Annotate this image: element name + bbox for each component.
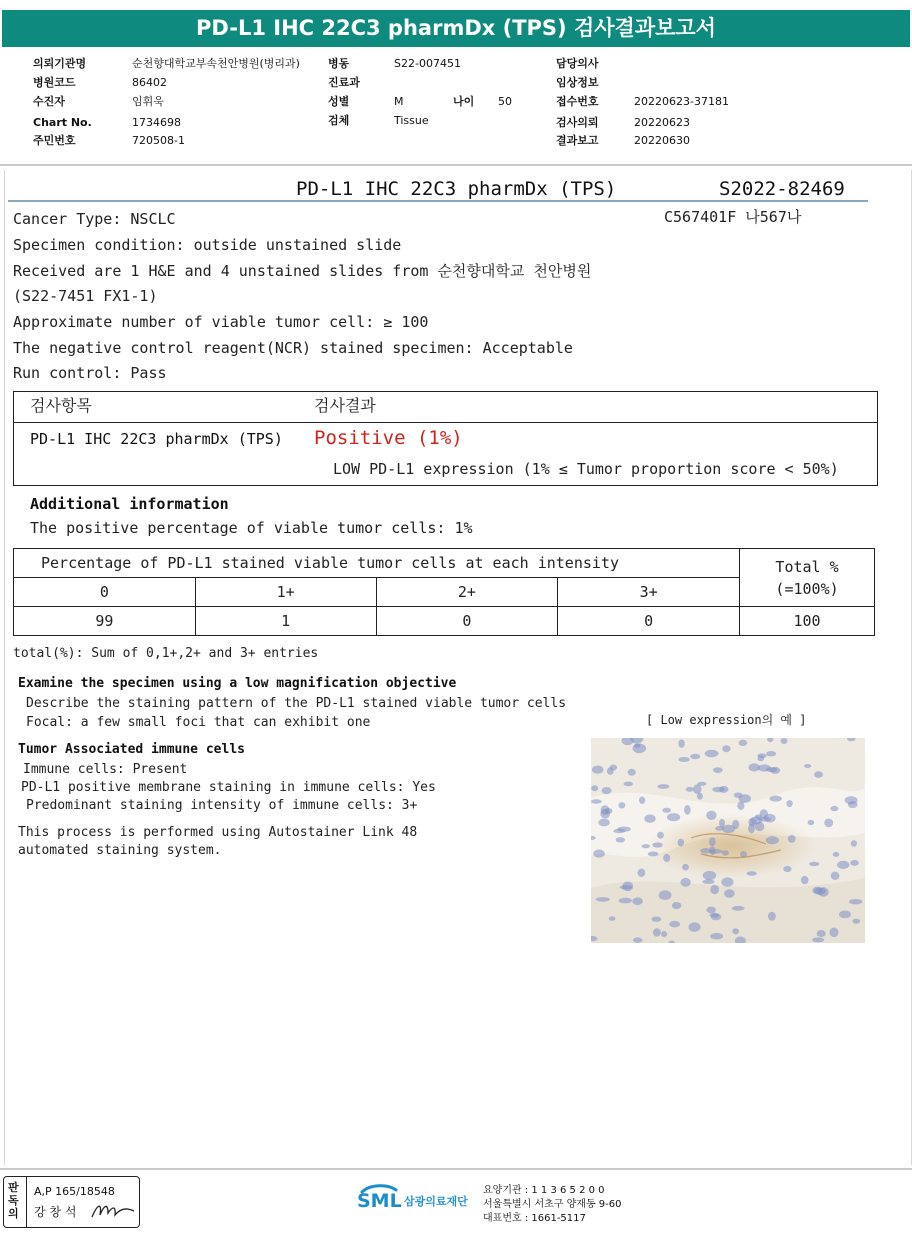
report-date-value: 20220630 (634, 134, 690, 147)
institution-code: 요양기관 : 1 1 3 6 5 2 0 0 (483, 1185, 605, 1196)
specimen-condition: Specimen condition: outside unstained slide (13, 236, 402, 254)
ncr-status: The negative control reagent(NCR) stained specimen: Acceptable (13, 339, 573, 357)
cell-nucleus (715, 826, 724, 831)
cell-nucleus (657, 784, 669, 789)
expression-level: LOW PD-L1 expression (1% ≤ Tumor proportion score < 50%) (333, 460, 839, 478)
cell-nucleus (830, 928, 839, 938)
chart-no-value: 1734698 (132, 116, 181, 129)
resident-id-label: 주민번호 (33, 134, 76, 147)
cell-nucleus (739, 794, 751, 803)
org-phone: 대표번호 : 1661-5117 (483, 1213, 586, 1224)
cell-nucleus (817, 930, 826, 937)
cell-nucleus (622, 882, 633, 892)
pathologist-name: 강 창 석 (34, 1205, 77, 1219)
cell-nucleus (748, 823, 755, 833)
immune-heading: Tumor Associated immune cells (18, 742, 245, 757)
cell-nucleus (804, 764, 811, 768)
cell-nucleus (663, 854, 670, 862)
run-control: Run control: Pass (13, 364, 167, 382)
cell-nucleus (690, 754, 700, 759)
request-date-label: 검사의뢰 (556, 116, 599, 129)
intensity-caption: Percentage of PD-L1 stained viable tumor cells at each intensity (14, 549, 740, 578)
patient-label: 수진자 (33, 95, 65, 108)
cell-nucleus (652, 842, 663, 847)
cell-nucleus (638, 869, 646, 877)
cell-nucleus (669, 921, 680, 927)
patient-value: 임휘욱 (132, 95, 164, 108)
result-box-divider (14, 422, 877, 423)
examine-heading: Examine the specimen using a low magnification objective (18, 676, 457, 691)
total-header-cell (740, 549, 875, 607)
cell-nucleus (602, 787, 612, 794)
result-test-item: PD-L1 IHC 22C3 pharmDx (TPS) (30, 430, 283, 448)
cell-nucleus (672, 902, 682, 909)
signature-box-divider (26, 1177, 27, 1227)
cell-nucleus (788, 835, 796, 843)
receipt-no-label: 접수번호 (556, 95, 599, 108)
cell-nucleus (680, 878, 690, 887)
result-box (13, 391, 878, 486)
cell-nucleus (787, 800, 793, 807)
cell-nucleus (710, 885, 719, 895)
process-line-1: This process is performed using Autostainer Link 48 (18, 825, 418, 840)
cell-nucleus (678, 757, 689, 762)
intensity-value: 0 (558, 607, 740, 636)
cell-nucleus (812, 937, 824, 942)
cell-nucleus (710, 933, 723, 939)
reading-stamp-label: 판독의 (8, 1181, 19, 1220)
cell-nucleus (689, 922, 701, 932)
cell-nucleus (766, 751, 776, 756)
cell-nucleus (722, 745, 730, 752)
cell-nucleus (648, 852, 659, 857)
result-positive: Positive (1%) (314, 427, 463, 449)
cell-nucleus (837, 861, 849, 869)
footer-divider (0, 1168, 912, 1170)
cell-nucleus (592, 766, 604, 774)
institution-label: 의뢰기관명 (33, 57, 87, 70)
org-name: 삼광의료재단 (404, 1195, 468, 1208)
cell-nucleus (624, 782, 634, 787)
cell-nucleus (831, 872, 840, 880)
sex-label: 성별 (328, 95, 350, 108)
total-header: Total % (775, 557, 839, 576)
ward-value: S22-007451 (394, 57, 461, 70)
examine-line-2: Focal: a few small foci that can exhibit one (26, 715, 371, 730)
examine-line-1: Describe the staining pattern of the PD-L1 stained viable tumor cells (26, 696, 567, 711)
cell-nucleus (851, 840, 857, 846)
doctor-label: 담당의사 (556, 57, 599, 70)
cell-nucleus (693, 784, 701, 794)
reference-code: C567401F 나567나 (664, 208, 802, 226)
intensity-table (13, 548, 875, 636)
org-address: 서울특별시 서초구 양재동 9-60 (483, 1199, 622, 1210)
cell-nucleus (662, 808, 671, 813)
header-divider (0, 164, 912, 166)
immune-line-3: Predominant staining intensity of immune cells: 3+ (26, 798, 418, 813)
cell-nucleus (783, 866, 791, 872)
cell-nucleus (628, 769, 636, 776)
total-subheader: (=100%) (775, 579, 839, 598)
cell-nucleus (710, 913, 720, 918)
image-caption: [ Low expression의 예 ] (646, 713, 807, 727)
cell-nucleus (766, 836, 779, 844)
cell-nucleus (634, 744, 641, 748)
cell-nucleus (808, 820, 815, 825)
cell-nucleus (747, 871, 757, 876)
cell-nucleus (613, 829, 625, 833)
slide-id: (S22-7451 FX1-1) (13, 287, 158, 305)
intensity-header: 2+ (376, 578, 558, 607)
cell-nucleus (633, 937, 643, 942)
cell-nucleus (703, 871, 717, 880)
cell-nucleus (814, 887, 825, 895)
micrograph-drawing (591, 738, 865, 943)
cell-nucleus (657, 832, 664, 839)
cell-nucleus (709, 837, 716, 846)
cell-nucleus (845, 796, 858, 804)
sex-value: M (394, 95, 404, 108)
resident-id-value: 720508-1 (132, 134, 185, 147)
specimen-value: Tissue (394, 114, 429, 127)
cell-nucleus (619, 898, 632, 904)
test-name: PD-L1 IHC 22C3 pharmDx (TPS) (296, 178, 617, 200)
cell-nucleus (686, 787, 694, 792)
cell-nucleus (850, 860, 859, 866)
cell-nucleus (632, 897, 643, 905)
hospital-code-label: 병원코드 (33, 76, 76, 89)
chart-no-label: Chart No. (33, 116, 92, 129)
age-label: 나이 (453, 95, 475, 108)
immune-line-1: Immune cells: Present (23, 762, 188, 777)
specimen-label: 검체 (328, 114, 350, 127)
age-value: 50 (498, 95, 512, 108)
cell-nucleus (667, 813, 680, 821)
cell-nucleus (682, 864, 689, 871)
cell-nucleus (757, 756, 764, 762)
cell-nucleus (758, 764, 771, 771)
cell-nucleus (598, 819, 609, 827)
cell-nucleus (768, 912, 776, 921)
cell-nucleus (616, 837, 625, 842)
hospital-code-value: 86402 (132, 76, 167, 89)
cell-nucleus (659, 890, 672, 900)
report-title: PD-L1 IHC 22C3 pharmDx (TPS) 검사결과보고서 (2, 10, 910, 47)
signature-mark (90, 1199, 136, 1223)
cancer-type: Cancer Type: NSCLC (13, 210, 176, 228)
logo-text: SML (357, 1190, 402, 1212)
ward-label: 병동 (328, 57, 350, 70)
clinical-info-label: 임상정보 (556, 76, 599, 89)
cell-nucleus (607, 767, 614, 775)
cell-nucleus (712, 787, 724, 793)
cell-nucleus (732, 928, 739, 934)
intensity-header: 1+ (195, 578, 376, 607)
cell-nucleus (642, 844, 651, 848)
intensity-total: 100 (740, 607, 875, 636)
signature-box (3, 1176, 140, 1228)
intensity-value: 99 (14, 607, 196, 636)
positive-percentage: The positive percentage of viable tumor cells: 1% (30, 519, 473, 537)
cell-nucleus (652, 917, 662, 922)
process-line-2: automated staining system. (18, 843, 222, 858)
cell-nucleus (706, 811, 716, 820)
intensity-value: 0 (376, 607, 558, 636)
cell-nucleus (770, 796, 782, 802)
department-label: 진료과 (328, 76, 360, 89)
cell-nucleus (809, 862, 819, 866)
received-slides: Received are 1 H&E and 4 unstained slides from 순천향대학교 천안병원 (13, 262, 592, 280)
cell-nucleus (639, 797, 645, 805)
cell-nucleus (722, 825, 735, 833)
cell-nucleus (833, 852, 840, 857)
cell-nucleus (724, 889, 735, 898)
micrograph-image (591, 738, 865, 943)
cell-nucleus (722, 850, 729, 855)
cell-nucleus (644, 815, 655, 823)
cell-nucleus (849, 899, 862, 904)
cell-nucleus (852, 919, 860, 924)
cell-nucleus (839, 911, 851, 919)
intensity-header: 0 (14, 578, 196, 607)
cell-nucleus (653, 928, 661, 936)
cell-nucleus (705, 750, 719, 757)
cell-nucleus (755, 822, 765, 831)
cell-nucleus (706, 907, 716, 914)
cell-nucleus (601, 805, 610, 815)
test-item-header: 검사항목 (30, 396, 92, 415)
cell-nucleus (661, 931, 667, 937)
receipt-no-value: 20220623-37181 (634, 95, 729, 108)
cell-nucleus (739, 740, 748, 746)
cell-nucleus (709, 846, 715, 855)
immune-line-2: PD-L1 positive membrane staining in immune cells: Yes (21, 780, 436, 795)
cell-nucleus (824, 819, 833, 828)
ap-number: A,P 165/18548 (34, 1185, 115, 1198)
cell-nucleus (591, 785, 598, 791)
report-number: S2022-82469 (719, 178, 845, 200)
cell-nucleus (732, 906, 745, 911)
cell-nucleus (702, 879, 714, 884)
cell-nucleus (609, 916, 616, 920)
cell-nucleus (596, 897, 610, 902)
intensity-value: 1 (195, 607, 376, 636)
cell-nucleus (781, 738, 788, 744)
cell-nucleus (721, 877, 733, 886)
cell-nucleus (758, 817, 771, 822)
cell-nucleus (678, 739, 684, 747)
institution-value: 순천향대학교부속천안병원(병리과) (132, 57, 300, 70)
report-date-label: 결과보고 (556, 134, 599, 147)
intensity-header: 3+ (558, 578, 740, 607)
additional-info-heading: Additional information (30, 495, 229, 513)
cell-nucleus (678, 839, 685, 847)
cell-nucleus (684, 805, 691, 815)
cell-nucleus (814, 771, 823, 778)
title-underline (8, 200, 868, 202)
test-result-header: 검사결과 (314, 396, 376, 415)
table-note: total(%): Sum of 0,1+,2+ and 3+ entries (13, 646, 319, 661)
cell-nucleus (801, 876, 809, 884)
cell-nucleus (830, 806, 838, 811)
cell-nucleus (619, 802, 626, 808)
tumor-cell-count: Approximate number of viable tumor cell: ≥ 100 (13, 313, 429, 331)
cell-nucleus (591, 799, 602, 803)
cell-nucleus (593, 850, 605, 858)
cell-nucleus (713, 767, 723, 773)
request-date-value: 20220623 (634, 116, 690, 129)
